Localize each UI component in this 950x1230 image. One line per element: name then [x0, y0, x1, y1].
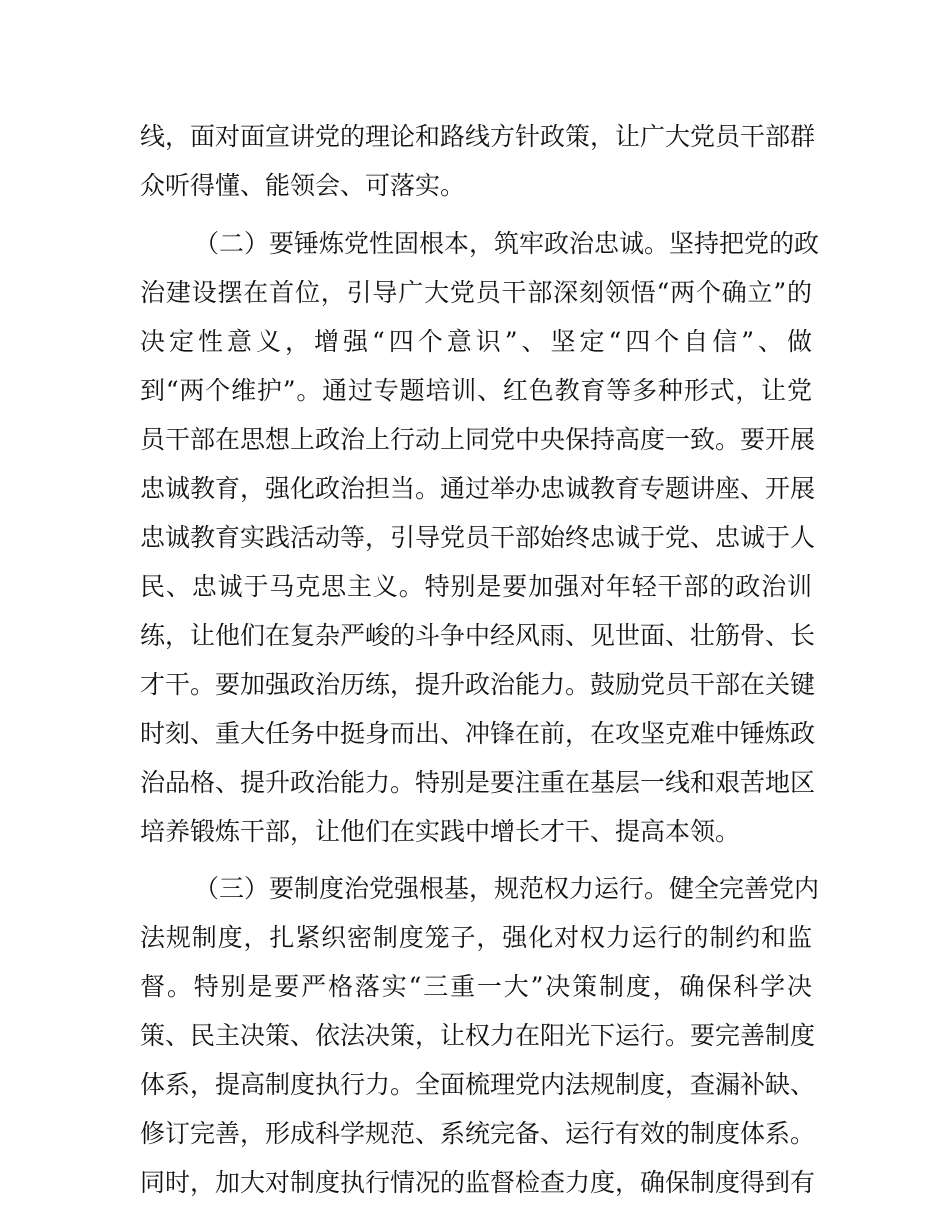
paragraph-2	[140, 219, 820, 856]
text-line: 法规制度，扎紧织密制度笼子，强化对权力运行的制约和监	[140, 923, 812, 952]
text-line: 修订完善，形成科学规范、系统完备、运行有效的制度体系。	[140, 1119, 816, 1148]
text-line: 到“两个维护”。通过专题培训、红色教育等多种形式，让党	[140, 376, 812, 405]
paragraph-3	[140, 864, 820, 1207]
text-line: 培养锻炼干部，让他们在实践中增长才干、提高本领。	[140, 817, 741, 846]
text-line: 忠诚教育，强化政治担当。通过举办忠诚教育专题讲座、开展	[140, 474, 816, 503]
text-line: 督。特别是要严格落实“三重一大”决策制度，确保科学决	[140, 972, 812, 1001]
text-line: 治建设摆在首位，引导广大党员干部深刻领悟“两个确立”的	[140, 278, 812, 307]
text-line: 众听得懂、能领会、可落实。	[140, 171, 466, 200]
paragraph-1	[140, 112, 816, 210]
text-line: 民、忠诚于马克思主义。特别是要加强对年轻干部的政治训	[140, 572, 812, 601]
text-line: 时刻、重大任务中挺身而出、冲锋在前，在攻坚克难中锤炼政	[140, 719, 816, 748]
text-line: 体系，提高制度执行力。全面梳理党内法规制度，查漏补缺、	[140, 1070, 816, 1099]
text-line: 治品格、提升政治能力。特别是要注重在基层一线和艰苦地区	[140, 768, 816, 797]
text-line: 线，面对面宣讲党的理论和路线方针政策，让广大党员干部群	[140, 122, 816, 151]
text-line: 策、民主决策、依法决策，让权力在阳光下运行。要完善制度	[140, 1021, 816, 1050]
text-line: 忠诚教育实践活动等，引导党员干部始终忠诚于党、忠诚于人	[140, 523, 816, 552]
text-line: 决定性意义，增强“四个意识”、坚定“四个自信”、做	[140, 327, 812, 356]
text-line: 才干。要加强政治历练，提升政治能力。鼓励党员干部在关键	[140, 670, 816, 699]
text-line: 员干部在思想上政治上行动上同党中央保持高度一致。要开展	[140, 425, 816, 454]
text-line: 练，让他们在复杂严峻的斗争中经风雨、见世面、壮筋骨、长	[140, 621, 816, 650]
text-line: （三）要制度治党强根基，规范权力运行。健全完善党内	[194, 874, 820, 903]
text-line: （二）要锤炼党性固根本，筑牢政治忠诚。坚持把党的政	[194, 229, 820, 258]
document-body	[140, 112, 820, 1207]
text-line: 同时，加大对制度执行情况的监督检查力度，确保制度得到有	[140, 1168, 816, 1197]
